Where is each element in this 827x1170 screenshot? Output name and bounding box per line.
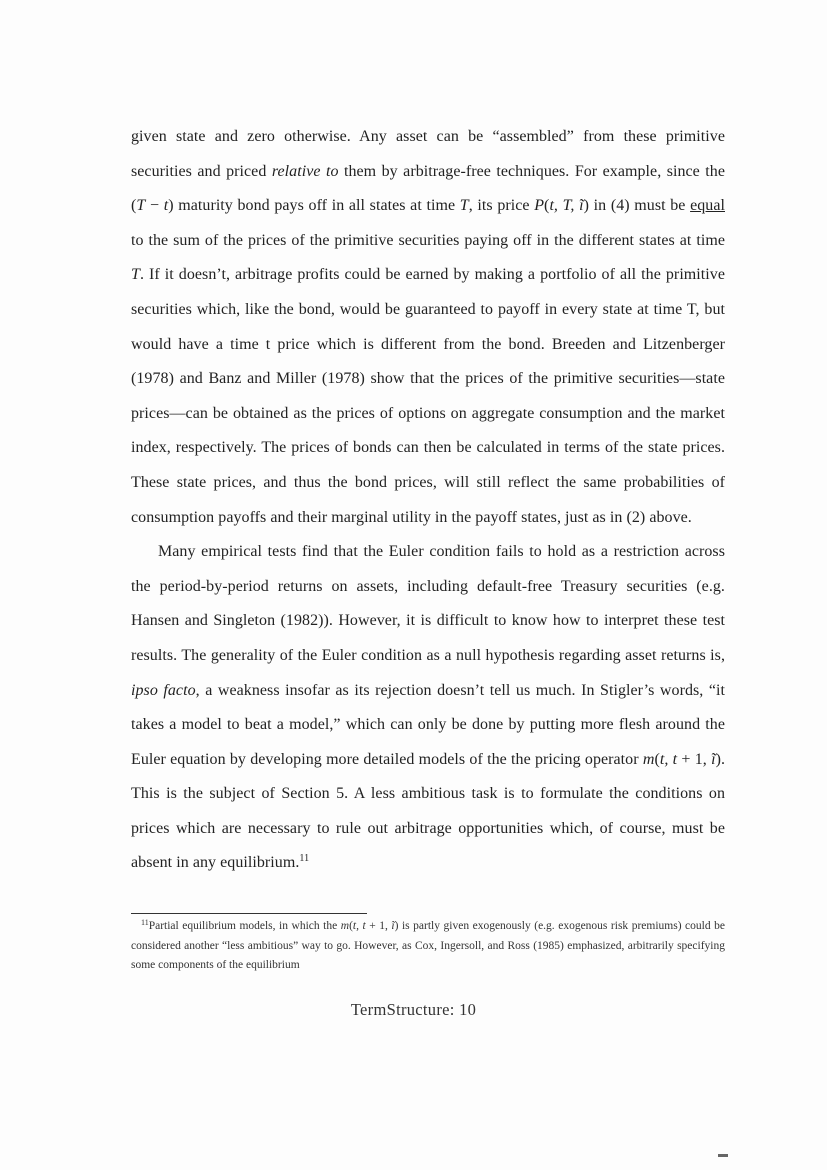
text-run: T: [131, 266, 140, 284]
text-run: t, t: [352, 920, 366, 932]
scan-artifact: [718, 1154, 728, 1157]
text-run: −: [145, 197, 164, 215]
text-run: ) in (4) must be: [583, 197, 691, 215]
text-run: + 1,: [365, 920, 392, 932]
page-label: TermStructure: 10: [350, 1000, 477, 1019]
text-run: T: [459, 197, 469, 215]
text-run: Partial equilibrium models, in which the: [148, 920, 341, 932]
text-run: , its price: [468, 197, 535, 215]
footnote-reference: 11: [299, 853, 310, 865]
footnote-number: 11: [141, 918, 149, 927]
footnote-text: [131, 920, 725, 971]
text-run: to the sum of the prices of the primitive securities paying off in the different states at time: [131, 231, 725, 249]
text-run: ) maturity bond pays off in all states at time: [168, 197, 460, 215]
text-run: (: [349, 920, 353, 932]
text-run: ) is partly given exogenously (e.g. exogenous risk premiums) could be considered another “less ambitious” way to go. However, as Cox, Ingersoll, and Ross (1985) emphasized, arbitrarily specifying some components of the equilibrium: [131, 920, 725, 971]
text-run: ipso facto: [131, 681, 196, 699]
text-run: m: [340, 920, 350, 932]
paragraph: [131, 535, 725, 881]
text-run: given state and zero otherwise. Any asset can be “assembled” from these primitive securities and priced: [131, 128, 725, 180]
paragraph: [131, 120, 725, 535]
footnote: [131, 917, 725, 976]
text-run: them by arbitrage-free techniques. For example, since the (: [131, 162, 725, 215]
text-run: , a weakness insofar as its rejection doesn’t tell us much. In Stigler’s words, “it takes a model to beat a model,” which can only be done by putting more flesh around the Euler equation by developing more detailed models of the the pricing operator: [131, 681, 725, 768]
text-run: ĩ: [711, 750, 716, 768]
body-text: [131, 120, 725, 881]
text-run: (: [544, 197, 550, 215]
text-run: t: [163, 197, 169, 215]
text-run: ĩ: [391, 920, 395, 932]
text-run: (: [654, 750, 660, 768]
text-run: + 1,: [677, 750, 712, 768]
text-run: ). This is the subject of Section 5. A less ambitious task is to formulate the conditions on prices which are necessary to rule out arbitrage opportunities which, of course, must be absent in any equilibrium.: [131, 750, 726, 872]
text-run: t, T, ĩ: [549, 197, 584, 215]
text-run: P: [534, 197, 545, 215]
text-run: relative to: [271, 162, 339, 180]
footnote-divider: [131, 913, 367, 914]
text-run: T: [136, 197, 146, 215]
text-run: t, t: [659, 750, 678, 768]
text-run: m: [642, 750, 655, 768]
text-run: equal: [690, 197, 725, 215]
text-run: . If it doesn’t, arbitrage profits could be earned by making a portfolio of all the primitive securities which, like the bond, would be guaranteed to payoff in every state at time T, but would have a time t price which is different from the bond. Breeden and Litzenberger (1978) and Banz and Miller (1978) show that the prices of the primitive securities—state prices—can be obtained as the prices of options on aggregate consumption and the market index, respectively. The prices of bonds can then be calculated in terms of the state prices. These state prices, and thus the bond prices, will still reflect the same probabilities of consumption payoffs and their marginal utility in the payoff states, just as in (2) above.: [131, 266, 725, 526]
text-run: Many empirical tests find that the Euler condition fails to hold as a restriction across the period-by-period returns on assets, including default-free Treasury securities (e.g. Hansen and Singleton (1982)). However, it is difficult to know how to interpret these test results. The generality of the Euler condition as a null hypothesis regarding asset returns is,: [131, 543, 725, 664]
